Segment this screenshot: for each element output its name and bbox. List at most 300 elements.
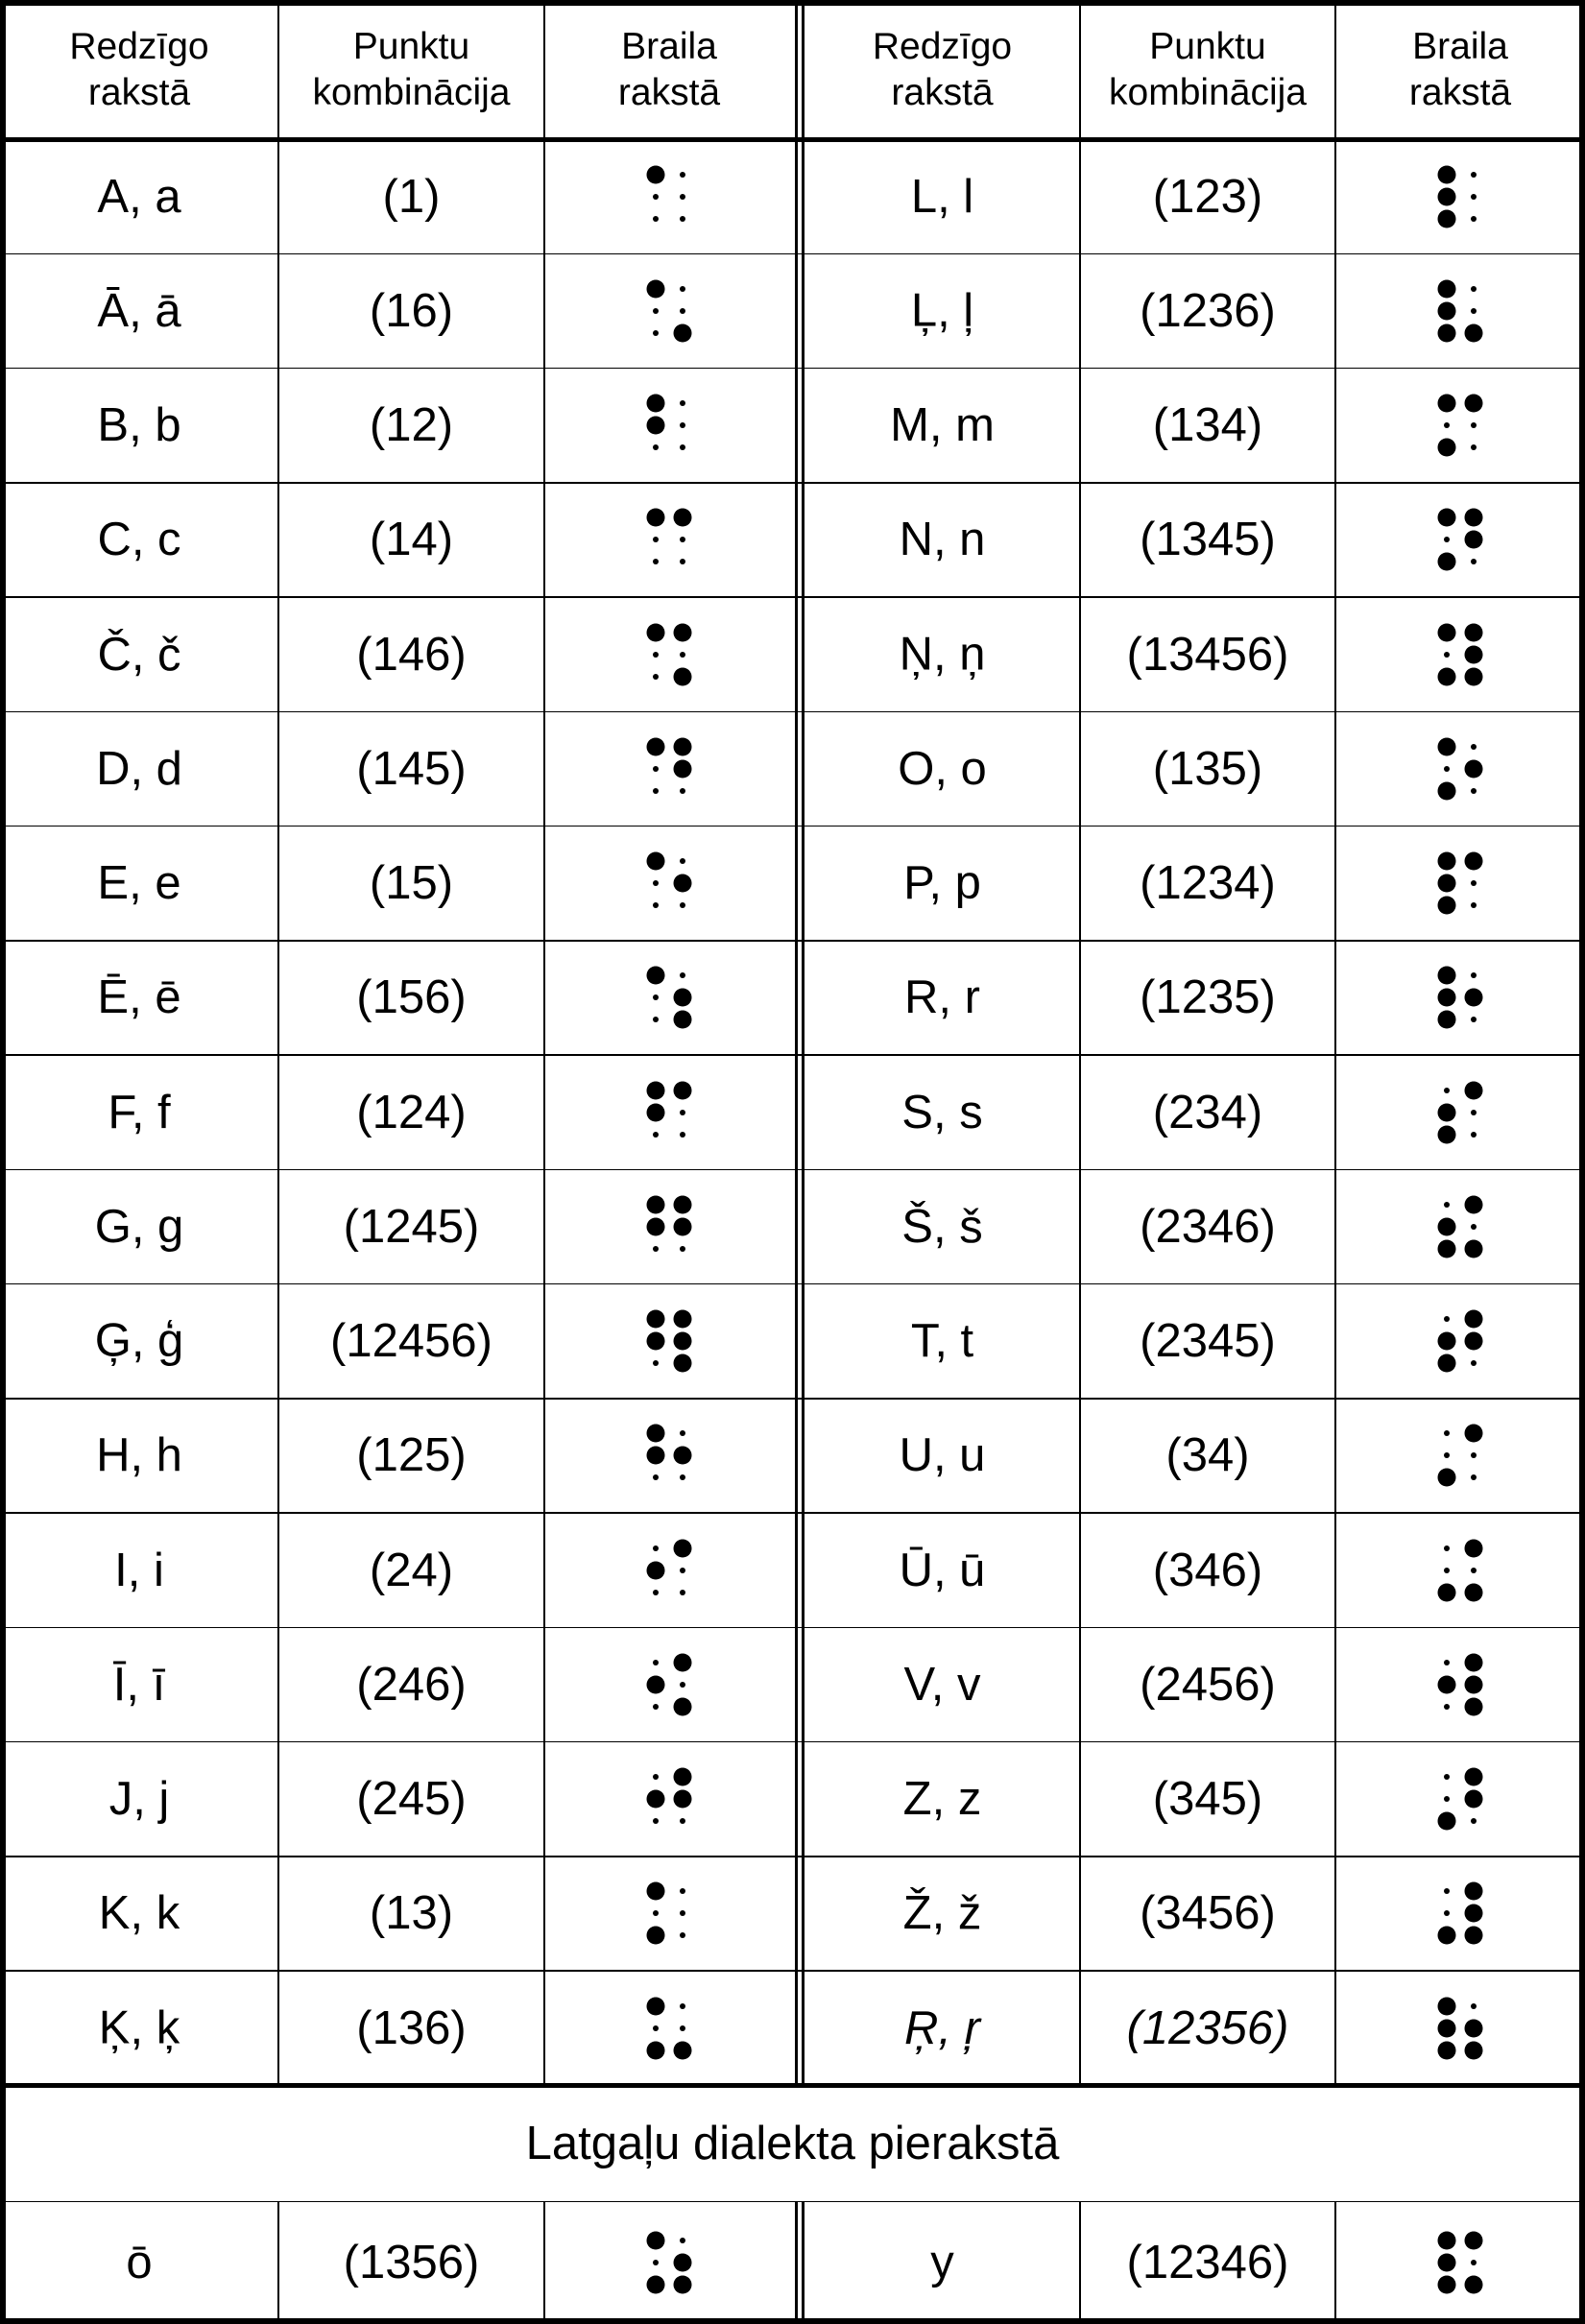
braille-dot-flat (1471, 1474, 1477, 1480)
letter-cell: Ģ, ģ (94, 1315, 184, 1368)
braille-dot-flat (653, 308, 659, 314)
dot-code-cell: (15) (369, 857, 454, 910)
braille-dot-raised (674, 667, 692, 685)
braille-dot-flat (680, 400, 685, 406)
braille-cell (1439, 1997, 1481, 2060)
braille-dot-flat (653, 1545, 659, 1551)
row-rule (0, 940, 1585, 942)
braille-dot-flat (653, 1818, 659, 1824)
braille-dot-flat (680, 216, 685, 222)
braille-dot-flat (680, 1682, 685, 1688)
dot-code-cell: (346) (1152, 1544, 1263, 1596)
braille-dot-flat (1471, 1818, 1477, 1824)
braille-dot-raised (1438, 1354, 1456, 1373)
braille-dot-flat (1444, 1452, 1450, 1458)
dot-code-cell: (1245) (343, 1200, 480, 1253)
letter-cell: B, b (97, 399, 181, 452)
braille-dot-flat (680, 902, 685, 908)
braille-symbol-cell (544, 139, 794, 253)
braille-dot-raised (1465, 989, 1483, 1007)
braille-cell (1439, 1881, 1481, 1945)
braille-dot-raised (1438, 897, 1456, 915)
braille-dot-flat (680, 2238, 685, 2243)
braille-dot-flat (680, 444, 685, 450)
braille-dot-raised (1465, 509, 1483, 527)
braille-symbol-cell (1335, 1399, 1585, 1513)
braille-dot-raised (647, 1447, 665, 1465)
braille-dot-raised (647, 1561, 665, 1579)
braille-dot-raised (1438, 1125, 1456, 1143)
column-rule (543, 2201, 545, 2324)
braille-dot-raised (647, 1882, 665, 1901)
braille-dot-raised (1465, 1882, 1483, 1901)
braille-dot-raised (674, 1768, 692, 1786)
letter-cell: Ū, ū (899, 1544, 986, 1596)
header-left-0: Redzīgo rakstā (69, 25, 209, 113)
braille-dot-raised (1438, 1332, 1456, 1351)
braille-dot-raised (647, 2232, 665, 2250)
braille-dot-flat (653, 1590, 659, 1595)
center-double-rule (802, 2201, 805, 2324)
dot-code-cell: (156) (356, 971, 467, 1024)
row-rule (0, 1627, 1585, 1629)
braille-symbol-cell (1335, 1742, 1585, 1857)
dot-code-cell: (13456) (1126, 628, 1289, 681)
section-rule (0, 2083, 1585, 2088)
column-rule (1079, 0, 1081, 2085)
table-border-right (1579, 0, 1585, 2324)
braille-dot-raised (674, 1539, 692, 1557)
braille-dot-raised (1438, 187, 1456, 205)
braille-symbol-cell (1335, 711, 1585, 826)
braille-cell (648, 623, 690, 686)
letter-cell: Ž, ž (902, 1887, 982, 1940)
braille-dot-raised (674, 1217, 692, 1235)
braille-dot-flat (1471, 172, 1477, 178)
dot-code-cell: (125) (356, 1429, 467, 1482)
braille-dot-raised (647, 395, 665, 413)
dot-code-cell: (12346) (1126, 2237, 1289, 2289)
braille-dot-raised (1465, 1790, 1483, 1809)
dot-code-cell: (146) (356, 628, 467, 681)
braille-cell (648, 394, 690, 457)
letter-cell: A, a (97, 170, 181, 223)
braille-dot-raised (674, 2276, 692, 2294)
table-border-top (0, 0, 1585, 6)
braille-dot-raised (647, 279, 665, 298)
row-rule (0, 826, 1585, 827)
braille-dot-flat (680, 422, 685, 428)
braille-dot-raised (647, 165, 665, 183)
braille-symbol-cell (544, 1513, 794, 1627)
braille-cell (1439, 737, 1481, 801)
braille-dot-flat (653, 788, 659, 794)
braille-cell (648, 1195, 690, 1258)
column-rule (543, 0, 545, 2085)
braille-cell (648, 2231, 690, 2294)
braille-symbol-cell (1335, 2201, 1585, 2324)
row-rule (0, 1741, 1585, 1743)
braille-dot-flat (1471, 559, 1477, 564)
braille-symbol-cell (544, 483, 794, 597)
center-double-rule (802, 0, 805, 2085)
braille-dot-flat (653, 652, 659, 658)
letter-cell: Ļ, ļ (910, 284, 974, 337)
dot-code-cell: (1234) (1140, 857, 1276, 910)
braille-dot-flat (680, 1910, 685, 1916)
braille-dot-flat (1444, 422, 1450, 428)
braille-dot-raised (647, 1675, 665, 1693)
braille-dot-flat (680, 1568, 685, 1573)
letter-cell: U, u (899, 1429, 986, 1482)
braille-dot-flat (1444, 1202, 1450, 1208)
braille-dot-flat (653, 559, 659, 564)
dot-code-cell: (246) (356, 1658, 467, 1711)
braille-dot-raised (647, 1425, 665, 1443)
braille-dot-flat (653, 1474, 659, 1480)
braille-dot-raised (1465, 1905, 1483, 1923)
braille-dot-raised (1438, 1239, 1456, 1258)
braille-dot-flat (680, 858, 685, 864)
braille-cell (648, 1767, 690, 1831)
dot-code-cell: (1356) (343, 2237, 480, 2289)
braille-dot-flat (1444, 1088, 1450, 1093)
braille-dot-flat (653, 444, 659, 450)
letter-cell: Ī, ī (112, 1658, 166, 1711)
letter-cell: Ā, ā (97, 284, 181, 337)
braille-dot-raised (674, 759, 692, 778)
braille-cell (648, 165, 690, 228)
braille-dot-flat (1471, 1110, 1477, 1115)
braille-dot-raised (1438, 1675, 1456, 1693)
letter-cell: V, v (903, 1658, 981, 1711)
letter-cell: K, k (98, 1887, 180, 1940)
braille-symbol-cell (1335, 139, 1585, 253)
braille-dot-raised (1438, 1583, 1456, 1601)
braille-dot-flat (653, 537, 659, 542)
braille-dot-raised (1465, 2019, 1483, 2037)
braille-dot-raised (647, 1081, 665, 1099)
braille-symbol-cell (544, 1169, 794, 1283)
column-rule (277, 2201, 279, 2324)
braille-dot-raised (1465, 645, 1483, 663)
braille-cell (648, 279, 690, 343)
braille-dot-raised (1465, 759, 1483, 778)
row-rule (0, 711, 1585, 713)
braille-dot-flat (653, 766, 659, 772)
braille-dot-raised (1438, 1927, 1456, 1945)
braille-symbol-cell (544, 369, 794, 483)
braille-dot-flat (1444, 1660, 1450, 1665)
braille-dot-raised (647, 623, 665, 641)
braille-dot-raised (647, 1790, 665, 1809)
letter-cell: S, s (901, 1086, 983, 1138)
braille-dot-flat (680, 1818, 685, 1824)
dot-code-cell: (13) (369, 1887, 454, 1940)
braille-dot-raised (674, 1697, 692, 1715)
letter-cell: F, f (108, 1086, 171, 1138)
braille-symbol-cell (544, 827, 794, 941)
braille-dot-flat (1444, 1430, 1450, 1436)
row-rule (0, 2201, 1585, 2203)
letter-cell: G, g (94, 1200, 184, 1253)
braille-dot-flat (680, 308, 685, 314)
braille-cell (1439, 2231, 1481, 2294)
braille-dot-flat (653, 330, 659, 336)
braille-dot-raised (1438, 2254, 1456, 2272)
braille-symbol-cell (1335, 1857, 1585, 1971)
braille-dot-raised (674, 1332, 692, 1351)
braille-dot-flat (1471, 1568, 1477, 1573)
dot-code-cell: (14) (369, 514, 454, 566)
braille-cell (1439, 1309, 1481, 1373)
braille-dot-raised (674, 2041, 692, 2059)
braille-cell (1439, 165, 1481, 228)
braille-dot-raised (647, 1332, 665, 1351)
braille-dot-flat (680, 2025, 685, 2031)
braille-dot-raised (1438, 553, 1456, 571)
braille-dot-flat (1444, 766, 1450, 772)
braille-symbol-cell (1335, 1513, 1585, 1627)
braille-dot-raised (1465, 667, 1483, 685)
braille-dot-raised (1438, 667, 1456, 685)
braille-dot-flat (653, 1774, 659, 1780)
letter-cell: I, i (114, 1544, 164, 1596)
braille-dot-raised (1465, 2232, 1483, 2250)
braille-dot-flat (1444, 652, 1450, 658)
braille-symbol-cell (1335, 253, 1585, 368)
braille-dot-flat (680, 2003, 685, 2009)
letter-cell: R, r (904, 971, 980, 1024)
braille-dot-flat (1471, 2260, 1477, 2265)
letter-cell: E, e (97, 857, 181, 910)
dot-code-cell: (1235) (1140, 971, 1276, 1024)
braille-dot-flat (1444, 1888, 1450, 1894)
braille-dot-flat (1471, 216, 1477, 222)
braille-dot-flat (653, 1360, 659, 1366)
braille-dot-flat (1444, 1774, 1450, 1780)
braille-symbol-cell (544, 1627, 794, 1741)
braille-dot-raised (674, 1081, 692, 1099)
braille-dot-raised (1438, 1011, 1456, 1029)
dot-code-cell: (12) (369, 399, 454, 452)
braille-dot-flat (1471, 788, 1477, 794)
braille-dot-raised (674, 623, 692, 641)
braille-dot-raised (674, 1310, 692, 1329)
braille-dot-flat (1444, 1704, 1450, 1710)
braille-dot-flat (653, 994, 659, 1000)
braille-dot-raised (1438, 301, 1456, 320)
braille-cell (648, 1309, 690, 1373)
braille-dot-flat (1471, 744, 1477, 750)
braille-cell (648, 1653, 690, 1716)
braille-symbol-cell (1335, 1284, 1585, 1399)
braille-dot-flat (1471, 972, 1477, 978)
row-rule (0, 596, 1585, 598)
braille-symbol-cell (544, 253, 794, 368)
letter-cell: O, o (898, 742, 987, 795)
braille-dot-flat (653, 880, 659, 886)
braille-dot-raised (1438, 1217, 1456, 1235)
braille-dot-raised (647, 852, 665, 871)
braille-dot-flat (1471, 1224, 1477, 1230)
braille-dot-raised (1438, 1103, 1456, 1121)
braille-dot-raised (1465, 531, 1483, 549)
letter-cell: C, c (97, 514, 181, 566)
table-border-bottom (0, 2318, 1585, 2324)
row-rule (0, 1512, 1585, 1514)
braille-dot-raised (674, 1354, 692, 1373)
row-rule (0, 253, 1585, 255)
braille-dot-flat (1471, 1452, 1477, 1458)
dot-code-cell: (345) (1152, 1773, 1263, 1826)
header-left-2: Braila rakstā (617, 25, 721, 113)
braille-symbol-cell (1335, 1055, 1585, 1169)
braille-dot-flat (680, 1590, 685, 1595)
braille-symbol-cell (1335, 1627, 1585, 1741)
dot-code-cell: (1) (382, 170, 441, 223)
braille-dot-raised (1438, 781, 1456, 800)
braille-symbol-cell (1335, 1971, 1585, 2085)
braille-dot-raised (674, 1011, 692, 1029)
column-rule (1334, 0, 1336, 2085)
braille-dot-raised (1465, 1195, 1483, 1213)
dot-code-cell: (234) (1152, 1086, 1263, 1138)
braille-dot-raised (647, 1927, 665, 1945)
letter-cell: M, m (890, 399, 995, 452)
braille-dot-flat (1471, 1360, 1477, 1366)
braille-dot-raised (674, 509, 692, 527)
braille-dot-raised (1465, 1768, 1483, 1786)
dot-code-cell: (12356) (1126, 2001, 1289, 2054)
braille-dot-raised (1438, 1997, 1456, 2015)
braille-cell (648, 1424, 690, 1487)
braille-dot-raised (1465, 852, 1483, 871)
braille-dot-raised (1438, 165, 1456, 183)
letter-cell: H, h (96, 1429, 182, 1482)
braille-cell (1439, 279, 1481, 343)
braille-dot-flat (1444, 1545, 1450, 1551)
row-rule (0, 1054, 1585, 1056)
braille-symbol-cell (544, 2201, 794, 2324)
table-border-left (0, 0, 6, 2324)
braille-dot-flat (653, 1910, 659, 1916)
braille-dot-flat (680, 559, 685, 564)
braille-dot-raised (647, 967, 665, 985)
row-rule (0, 1398, 1585, 1400)
braille-symbol-cell (544, 1399, 794, 1513)
braille-dot-raised (647, 1217, 665, 1235)
letter-cell: N, n (899, 514, 986, 566)
braille-symbol-cell (1335, 941, 1585, 1055)
braille-symbol-cell (1335, 597, 1585, 711)
letter-cell: Č, č (97, 628, 181, 681)
braille-dot-flat (1471, 1017, 1477, 1022)
braille-dot-raised (647, 737, 665, 755)
braille-dot-flat (653, 1132, 659, 1138)
braille-symbol-cell (1335, 369, 1585, 483)
braille-dot-raised (1465, 1332, 1483, 1351)
dot-code-cell: (145) (356, 742, 467, 795)
braille-dot-flat (680, 1888, 685, 1894)
header-rule (0, 137, 1585, 142)
braille-cell (1439, 1195, 1481, 1258)
braille-dot-raised (1465, 1239, 1483, 1258)
braille-symbol-cell (544, 1284, 794, 1399)
letter-cell: y (930, 2237, 954, 2289)
braille-symbol-cell (1335, 483, 1585, 597)
center-double-rule (795, 2201, 798, 2324)
dot-code-cell: (34) (1165, 1429, 1250, 1482)
braille-dot-flat (653, 2025, 659, 2031)
braille-dot-raised (1465, 2041, 1483, 2059)
row-rule (0, 1970, 1585, 1972)
dot-code-cell: (1236) (1140, 284, 1276, 337)
header-right-0: Redzīgo rakstā (872, 25, 1013, 113)
braille-dot-raised (1438, 439, 1456, 457)
braille-dot-raised (1438, 509, 1456, 527)
braille-dot-flat (680, 788, 685, 794)
braille-symbol-cell (1335, 827, 1585, 941)
braille-cell (648, 1997, 690, 2060)
braille-cell (648, 851, 690, 915)
braille-dot-flat (680, 1132, 685, 1138)
braille-dot-raised (1465, 623, 1483, 641)
braille-dot-flat (1444, 1316, 1450, 1322)
braille-dot-raised (647, 417, 665, 435)
braille-dot-raised (1465, 1310, 1483, 1329)
braille-dot-raised (1465, 1675, 1483, 1693)
column-rule (1334, 2201, 1336, 2324)
letter-cell: Z, z (902, 1773, 982, 1826)
dot-code-cell: (2456) (1140, 1658, 1276, 1711)
braille-dot-flat (680, 286, 685, 292)
letter-cell: Š, š (901, 1200, 983, 1253)
dot-code-cell: (245) (356, 1773, 467, 1826)
header-right-1: Punktu kombinācija (1109, 25, 1307, 113)
braille-dot-flat (653, 1017, 659, 1022)
braille-dot-flat (1444, 537, 1450, 542)
braille-cell (648, 1539, 690, 1602)
braille-cell (1439, 1767, 1481, 1831)
letter-cell: J, j (108, 1773, 170, 1826)
braille-dot-flat (680, 537, 685, 542)
braille-dot-raised (647, 2041, 665, 2059)
braille-dot-flat (680, 1932, 685, 1938)
letter-cell: Ē, ē (97, 971, 181, 1024)
braille-dot-raised (1465, 1425, 1483, 1443)
center-double-rule (795, 0, 798, 2085)
braille-dot-flat (680, 1110, 685, 1115)
braille-dot-flat (653, 1704, 659, 1710)
dot-code-cell: (136) (356, 2001, 467, 2054)
braille-symbol-cell (544, 597, 794, 711)
braille-dot-raised (1438, 874, 1456, 893)
braille-dot-flat (1471, 194, 1477, 200)
braille-dot-flat (1444, 1568, 1450, 1573)
braille-cell (1439, 394, 1481, 457)
braille-dot-raised (674, 874, 692, 893)
braille-cell (648, 508, 690, 571)
braille-dot-raised (1438, 1469, 1456, 1487)
braille-dot-raised (647, 1103, 665, 1121)
braille-dot-raised (1465, 1583, 1483, 1601)
braille-dot-flat (1471, 2003, 1477, 2009)
braille-dot-flat (680, 1474, 685, 1480)
row-rule (0, 1283, 1585, 1285)
braille-dot-raised (1438, 967, 1456, 985)
letter-cell: L, l (910, 170, 974, 223)
